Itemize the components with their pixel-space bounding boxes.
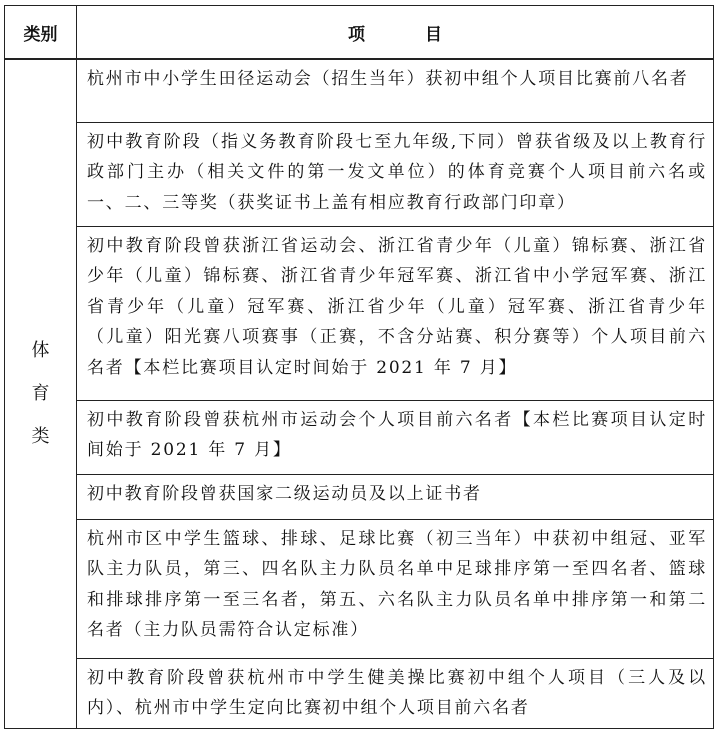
row-text: 初中教育阶段（指义务教育阶段七至九年级,下同）曾获省级及以上教育行政部门主办（相关文件的第一发文单位）的体育竞赛个人项目前六名或一、二、三等奖（获奖证书上盖有相应教育行政部门印章） xyxy=(77,122,714,226)
table-row xyxy=(5,658,714,728)
row-text: 初中教育阶段曾获国家二级运动员及以上证书者 xyxy=(77,474,714,519)
table-row xyxy=(5,122,714,226)
table-row xyxy=(5,400,714,474)
category-char: 类 xyxy=(31,426,50,448)
header-item-label: 项目 xyxy=(348,24,502,45)
category-char: 育 xyxy=(31,383,50,405)
table-row xyxy=(5,226,714,400)
category-cell xyxy=(5,59,77,728)
row-text: 初中教育阶段曾获浙江省运动会、浙江省青少年（儿童）锦标赛、浙江省少年（儿童）锦标赛、浙江省青少年冠军赛、浙江省中小学冠军赛、浙江省青少年（儿童）冠军赛、浙江省少年（儿童）冠军赛、浙江省青少年（儿童）阳光赛八项赛事（正赛，不含分站赛、积分赛等）个人项目前六名者【本栏比赛项目认定时间始于 2021 年 7 月】 xyxy=(77,226,714,400)
table-row xyxy=(5,474,714,519)
category-char: 体 xyxy=(31,340,50,362)
eligibility-table xyxy=(4,5,714,729)
header-category: 类别 xyxy=(5,6,77,60)
row-text: 初中教育阶段曾获杭州市中学生健美操比赛初中组个人项目（三人及以内）、杭州市中学生定向比赛初中组个人项目前六名者 xyxy=(77,658,714,728)
row-text: 杭州市中小学生田径运动会（招生当年）获初中组个人项目比赛前八名者 xyxy=(77,59,714,122)
row-text: 初中教育阶段曾获杭州市运动会个人项目前六名者【本栏比赛项目认定时间始于 2021 年 7 月】 xyxy=(77,400,714,474)
table-row xyxy=(5,59,714,122)
header-item xyxy=(77,6,714,60)
row-text: 杭州市区中学生篮球、排球、足球比赛（初三当年）中获初中组冠、亚军队主力队员，第三、四名队主力队员名单中足球排序第一至四名者、篮球和排球排序第一至三名者，第五、六名队主力队员名单中排序第一和第二名者（主力队员需符合认定标准） xyxy=(77,519,714,658)
table-row xyxy=(5,519,714,658)
header-row xyxy=(5,6,714,60)
